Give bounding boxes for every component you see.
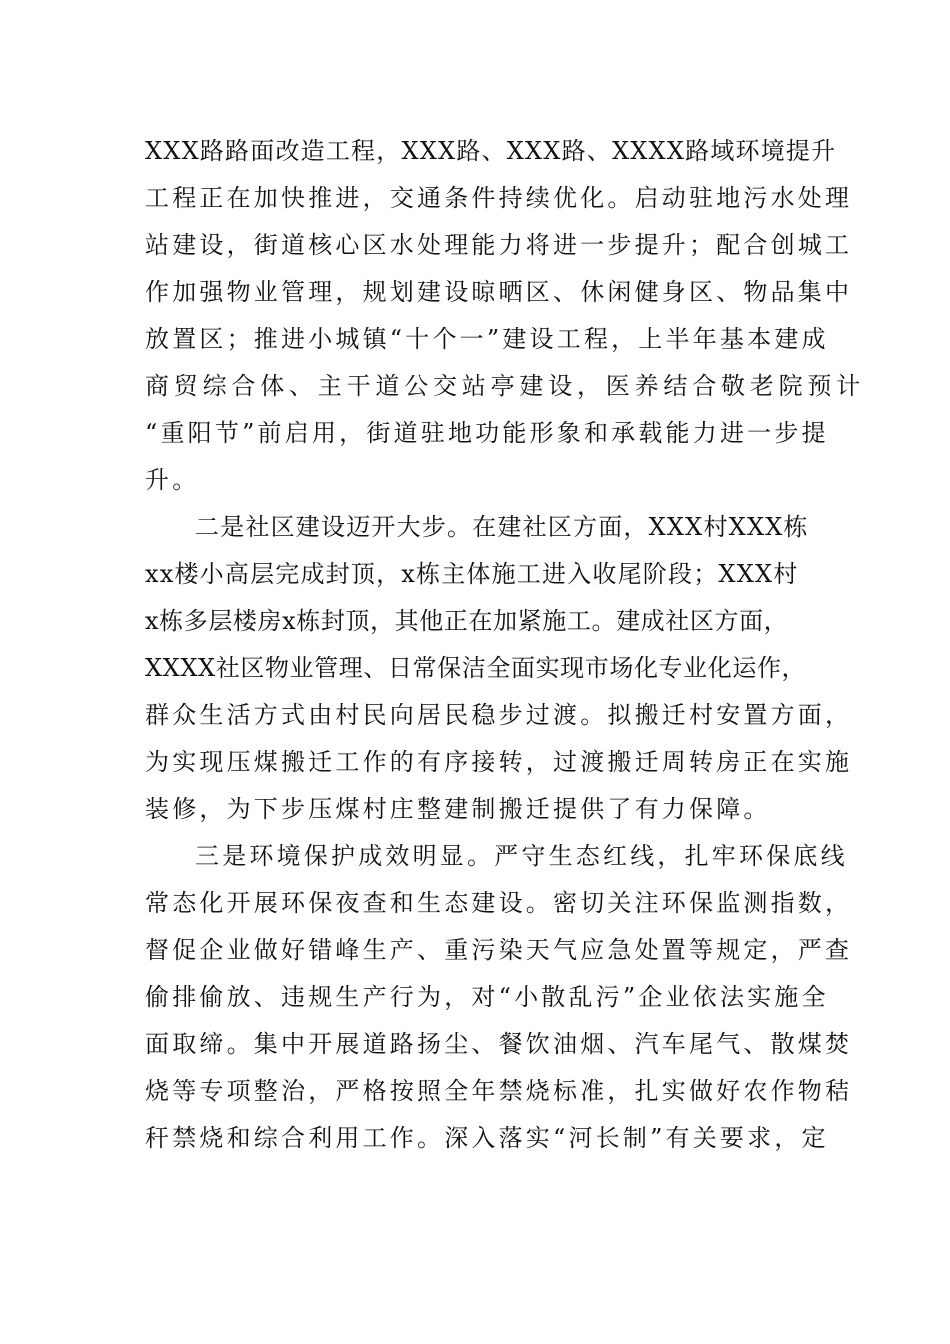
text-line: 偷排偷放、违规生产行为，对“小散乱污”企业依法实施全 [145, 983, 829, 1011]
text-line: 装修，为下步压煤村庄整建制搬迁提供了有力保障。 [145, 795, 771, 823]
paragraph-start-line: 二是社区建设迈开大步。在建社区方面，XXX村XXX栋 [195, 513, 809, 541]
text-line: 作加强物业管理，规划建设晾晒区、休闲健身区、物品集中 [145, 278, 853, 306]
document-body [145, 132, 865, 1166]
text-line: x栋多层楼房x栋封顶，其他正在加紧施工。建成社区方面， [145, 607, 789, 635]
text-line: 放置区；推进小城镇“十个一”建设工程，上半年基本建成 [145, 325, 829, 353]
text-line: 为实现压煤搬迁工作的有序接转，过渡搬迁周转房正在实施 [145, 748, 853, 776]
text-line: 烧等专项整治，严格按照全年禁烧标准，扎实做好农作物秸 [145, 1077, 853, 1105]
text-line: 督促企业做好错峰生产、重污染天气应急处置等规定，严查 [145, 936, 853, 964]
paragraph-start-line: 三是环境保护成效明显。严守生态红线，扎牢环保底线 [195, 842, 848, 870]
text-line: 面取缔。集中开展道路扬尘、餐饮油烟、汽车尾气、散煤焚 [145, 1030, 853, 1058]
text-line: xx楼小高层完成封顶，x栋主体施工进入收尾阶段；XXX村 [145, 560, 799, 588]
text-line: 升。 [145, 466, 200, 494]
text-line: XXX路路面改造工程，XXX路、XXX路、XXXX路域环境提升 [145, 137, 837, 165]
text-line: 站建设，街道核心区水处理能力将进一步提升；配合创城工 [145, 231, 853, 259]
text-line: 秆禁烧和综合利用工作。深入落实“河长制”有关要求，定 [145, 1124, 829, 1152]
text-line: “重阳节”前启用，街道驻地功能形象和承载能力进一步提 [145, 419, 829, 447]
text-line: 工程正在加快推进，交通条件持续优化。启动驻地污水处理 [145, 184, 853, 212]
text-line: 群众生活方式由村民向居民稳步过渡。拟搬迁村安置方面， [145, 701, 853, 729]
text-line: 常态化开展环保夜查和生态建设。密切关注环保监测指数， [145, 889, 853, 917]
text-line: 商贸综合体、主干道公交站亭建设，医养结合敬老院预计 [145, 372, 865, 400]
text-line: XXXX社区物业管理、日常保洁全面实现市场化专业化运作， [145, 654, 807, 682]
